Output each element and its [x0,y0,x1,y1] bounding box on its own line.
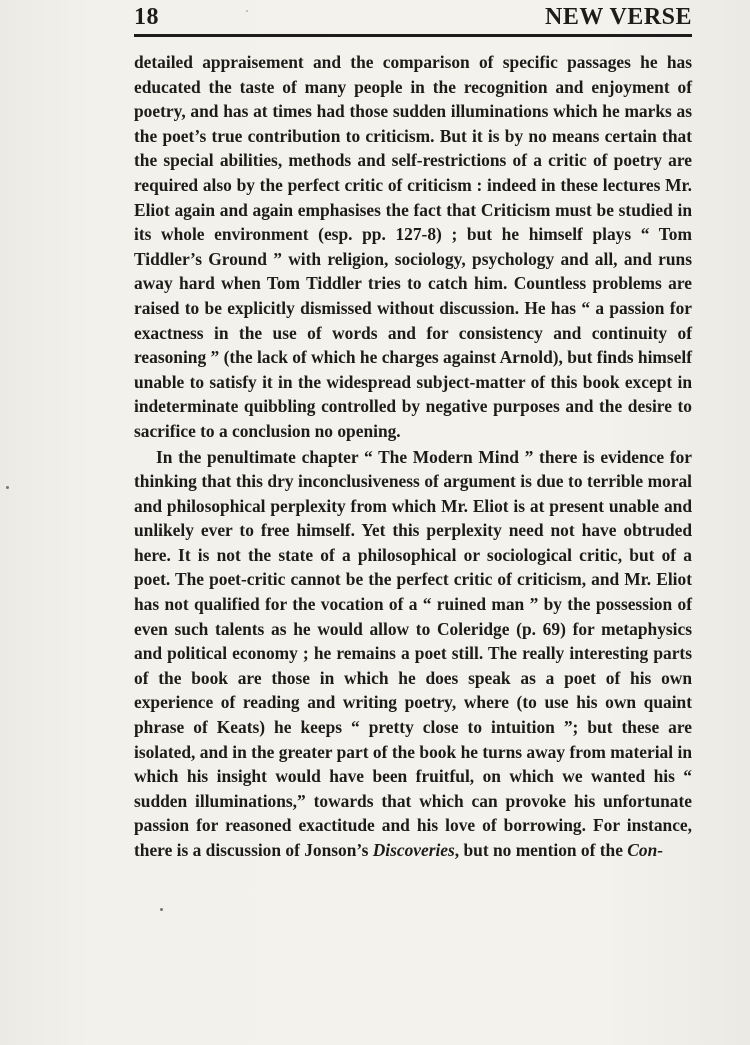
article-body [134,50,692,863]
paragraph-2 [134,445,692,863]
italic-continuation: Con- [627,840,664,860]
italic-title-discoveries: Discoveries [372,840,455,860]
page-header [134,2,692,37]
paragraph-1: detailed appraisement and the comparison of specific passages he has educated the taste of many people in the recognition and enjoyment of poetry, and has at times had those sudden illuminations which he marks as the poet’s true contribution to criticism. But it is by no means certain that the special abilities, methods and self-restrictions of a critic of poetry are required also by the perfect critic of criticism : indeed in these lectures Mr. Eliot again and again emphasises the fact that Criticism must be studied in its whole environment (esp. pp. 127-8) ; but he himself plays “ Tom Tiddler’s Ground ” with religion, sociology, psychology and all, and runs away hard when Tom Tiddler tries to catch him. Countless problems are raised to be explicitly dismissed without discussion. He has “ a passion for exactness in the use of words and for consistency and continuity of reasoning ” (the lack of which he charges against Arnold), but finds himself unable to satisfy it in the widespread subject-matter of this book except in indeterminate quibbling controlled by negative purposes and the desire to sacrifice to a conclusion no opening. [134,52,692,441]
paper-speck [246,10,248,12]
paragraph-2-text-continued: , but no mention of the [454,840,628,860]
running-head: NEW VERSE [545,4,692,30]
paragraph-2-text: In the penultimate chapter “ The Modern Mind ” there is evidence for thinking that this dry inconclusiveness of argument is due to terrible moral and philosophical perplexity from which Mr. Eliot is at present unable and unlikely ever to free himself. Yet this perplexity need not have obtruded here. It is not the state of a philosophical or sociological critic, but of a poet. The poet-critic cannot be the perfect critic of criticism, and Mr. Eliot has not qualified for the vocation of a “ ruined man ” by the possession of even such talents as he would allow to Coleridge (p. 69) for metaphysics and political economy ; he remains a poet still. The really interesting parts of the book are those in which he does speak as a poet of his own experience of reading and writing poetry, where (to use his own quaint phrase of Keats) he keeps “ pretty close to intuition ”; but these are isolated, and in the greater part of the book he turns away from material in which his insight would have been fruitful, on which we wanted his “ sudden illuminations,” towards that which can provoke his unfortunate passion for reasoned exactitude and his love of borrowing. For instance, there is a discussion of Jonson’s [134,446,692,860]
paper-speck [160,908,163,911]
paper-speck [6,486,9,489]
page-number: 18 [134,4,159,30]
